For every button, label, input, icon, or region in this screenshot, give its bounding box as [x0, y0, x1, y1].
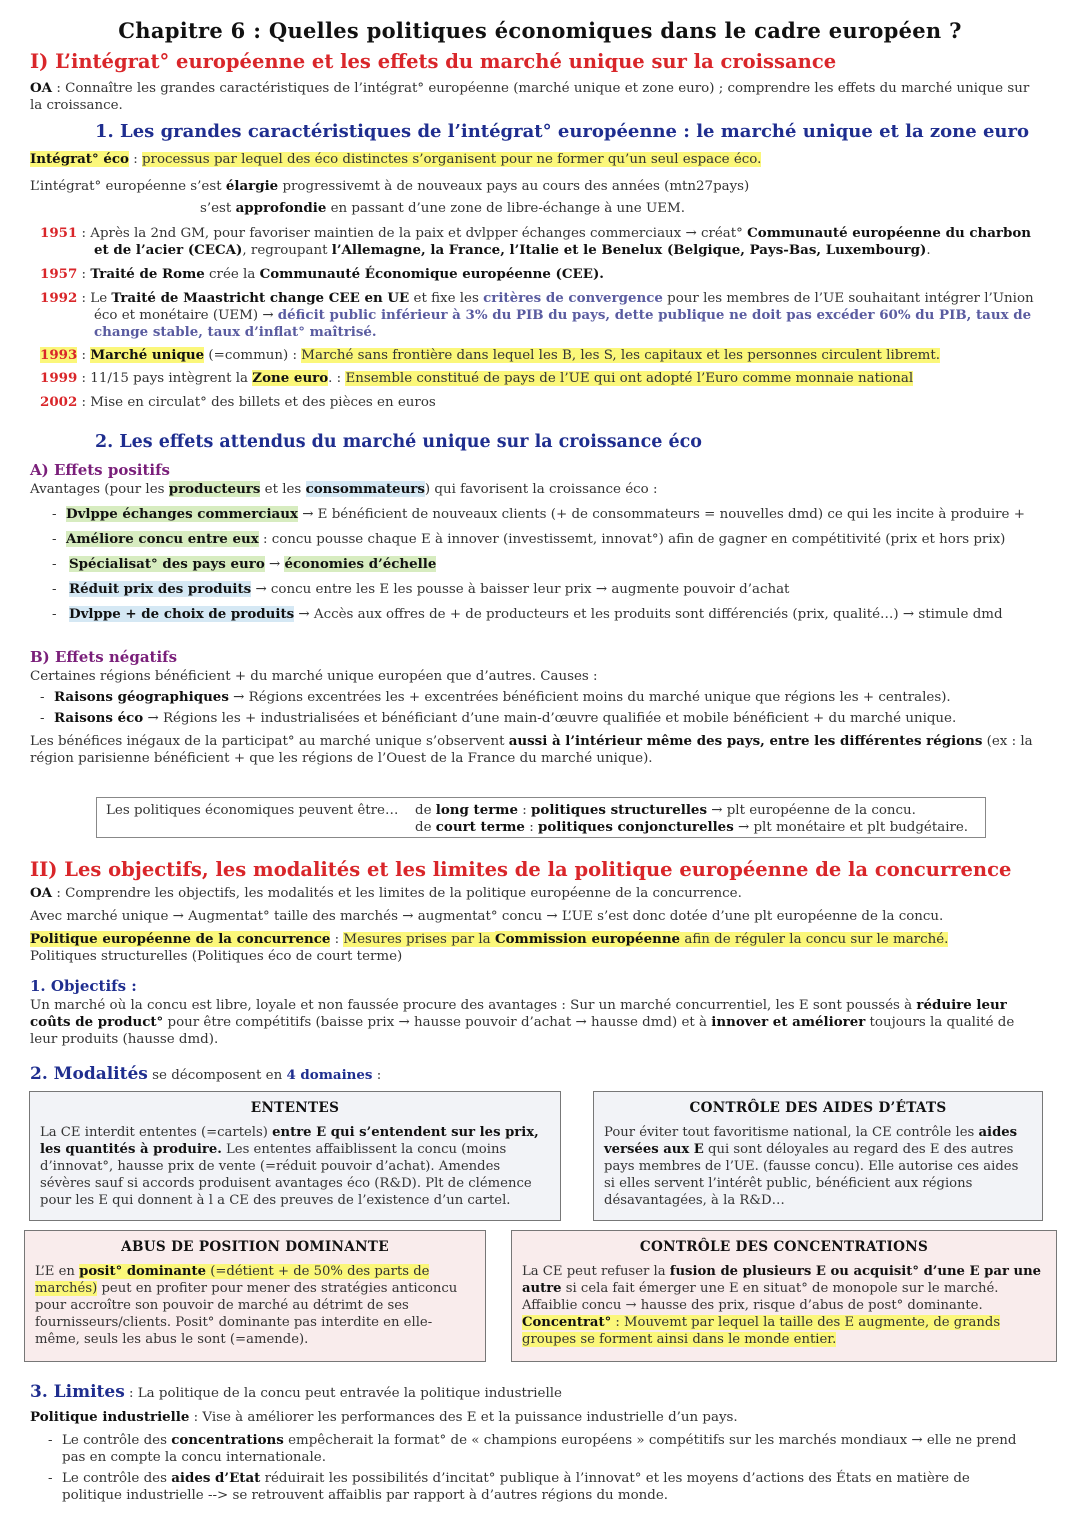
text: toujours la qualité de leur produits (hausse dmd).	[30, 1015, 1015, 1047]
section-2-objective	[30, 885, 742, 902]
keyword: l’Allemagne, la France, l’Italie et le Benelux (Belgique, Pays-Bas, Luxembourg)	[331, 242, 927, 258]
text: progressivemt à de nouveaux pays au cours des années (mtn27pays)	[278, 179, 750, 194]
box-concentrations	[511, 1230, 1057, 1362]
timeline-1951	[40, 225, 1040, 259]
text: si cela fait émerger une E en situat° de monopole sur le marché. Affaiblie concu → hausse des prix, risque d’abus de post° dominante.	[522, 1281, 999, 1313]
text: L’E en	[35, 1264, 80, 1279]
text: : La politique de la concu peut entravée la politique industrielle	[124, 1386, 562, 1401]
text: :	[524, 820, 538, 835]
keyword: économies d’échelle	[284, 556, 437, 572]
list-item	[40, 689, 1050, 706]
text: Le contrôle des	[62, 1433, 172, 1448]
policy-lead: Les politiques économiques peuvent être…	[106, 803, 399, 818]
text: s’est	[200, 201, 236, 216]
keyword: concentrations	[171, 1432, 284, 1448]
text: : Le	[77, 291, 112, 306]
text: de	[415, 803, 436, 818]
year: 1951	[40, 225, 78, 241]
list-item	[52, 556, 1062, 573]
keyword: aides versées aux E	[604, 1125, 1018, 1157]
text: Avantages (pour les	[30, 482, 169, 497]
text: pour être compétitifs (baisse prix → hausse pouvoir d’achat → hausse dmd) et à	[163, 1015, 712, 1030]
keyword: entre E qui s’entendent sur les prix, les quantités à produire.	[40, 1125, 539, 1157]
keyword: élargie	[225, 178, 279, 194]
keyword: Raisons géographiques	[54, 689, 229, 705]
year: 1992	[40, 290, 78, 306]
list-item	[52, 606, 1062, 623]
keyword: 4 domaines	[286, 1067, 373, 1083]
text: . :	[328, 371, 346, 386]
text: Un marché où la concu est libre, loyale et non faussée procure des avantages : Sur un marché concurrentiel, les E sont poussés à	[30, 998, 917, 1013]
positive-effects-list	[52, 506, 1062, 623]
text: La CE interdit ententes (=cartels)	[40, 1125, 273, 1140]
timeline-1992	[40, 290, 1040, 341]
text: Le contrôle des	[62, 1471, 172, 1486]
text: ) qui favorisent la croissance éco :	[424, 482, 658, 497]
keyword: réduire leur coûts de product°	[30, 997, 1007, 1030]
list-item	[52, 581, 1062, 598]
keyword: Dvlppe échanges commerciaux	[66, 506, 298, 522]
box-text	[40, 1124, 550, 1209]
oa-text: : Connaître les grandes caractéristiques de l’intégrat° européenne (marché unique et zone euro) ; comprendre les effets du marché unique sur la croissance.	[30, 81, 1030, 113]
text: crée la	[204, 267, 260, 282]
page-title: Chapitre 6 : Quelles politiques économiques dans le cadre européen ?	[118, 18, 962, 43]
keyword: fusion de plusieurs E ou acquisit° d’une E par une autre	[522, 1264, 1042, 1296]
year: 1957	[40, 266, 78, 282]
modalities-heading: 2. Modalités	[30, 1064, 148, 1084]
box-title: CONTRÔLE DES CONCENTRATIONS	[639, 1239, 929, 1255]
text: réduirait les possibilités d’incitat° publique à l’innovat° et les moyens d’actions des États en matière de politique industrielle --> se retrouvent affaiblis par rapport à d’autres régions du monde.	[62, 1471, 970, 1503]
definition-term: Politique industrielle	[30, 1409, 190, 1425]
keyword: long terme	[435, 802, 518, 818]
keyword: Traité de Rome	[90, 266, 205, 282]
keyword: Marché unique	[90, 347, 205, 363]
text: L’intégrat° européenne s’est	[30, 179, 226, 194]
keyword: politiques conjoncturelles	[537, 819, 734, 835]
oa-label: OA	[30, 80, 53, 96]
keyword: Communauté Économique européenne (CEE).	[259, 266, 604, 282]
box-text	[35, 1263, 475, 1348]
box-title: CONTRÔLE DES AIDES D’ÉTATS	[689, 1100, 947, 1116]
positive-effects-heading: A) Effets positifs	[30, 461, 171, 479]
keyword: approfondie	[235, 200, 327, 216]
positive-effects-intro	[30, 481, 657, 498]
text: Pour éviter tout favoritisme national, la CE contrôle les	[604, 1125, 979, 1140]
keyword: aides d’Etat	[171, 1470, 261, 1486]
policy-types-box	[96, 797, 986, 838]
text: → E bénéficient de nouveaux clients (+ de consommateurs = nouvelles dmd) ce qui les incite à produire +	[297, 507, 1025, 522]
timeline-1957	[40, 266, 604, 283]
modalities-line	[30, 1066, 381, 1084]
inequality-paragraph	[30, 733, 1040, 767]
timeline-1993	[40, 347, 940, 364]
limits-list	[48, 1432, 1018, 1504]
keyword: Communauté européenne du charbon et de l’acier (CECA)	[94, 225, 1031, 258]
text: (ex : la région parisienne bénéficient + que les régions de l’Ouest de la France du marché unique).	[30, 734, 1033, 766]
timeline-2002	[40, 394, 436, 411]
text: en passant d’une zone de libre-échange à une UEM.	[326, 201, 685, 216]
objectives-heading: 1. Objectifs :	[30, 977, 137, 995]
subsection-2-heading: 2. Les effets attendus du marché unique sur la croissance éco	[95, 432, 702, 452]
text: peut en profiter pour mener des stratégies anticoncu pour accroître son pouvoir de marché au détrimt de ses fournisseurs/clients. Posit° dominante pas interdite en elle-même, seuls les abus le sont (=amende).	[35, 1281, 458, 1347]
negative-effects-intro: Certaines régions bénéficient + du marché unique européen que d’autres. Causes :	[30, 669, 598, 684]
text: (=commun) :	[204, 348, 302, 363]
text: Les ententes affaiblissent la concu (moins d’innovat°, hausse prix de vente (=réduit pouvoir d’achat). Amendes sévères sauf si accords produisent avantages éco (R&D). Plt de clémence pour les E qui donnent à l a CE des preuves de l’existence d’un cartel.	[40, 1142, 532, 1208]
text: : concu pousse chaque E à innover (investissemt, innovat°) afin de gagner en compétitivité (prix et hors prix)	[258, 532, 1006, 547]
box-dominant-position	[24, 1230, 486, 1362]
box-text	[604, 1124, 1032, 1209]
text: → plt monétaire et plt budgétaire.	[733, 820, 969, 835]
negative-effects-heading: B) Effets négatifs	[30, 648, 178, 666]
year: 1999	[40, 370, 78, 386]
text: afin de réguler la concu sur le marché.	[680, 932, 949, 947]
definition-text: processus par lequel des éco distinctes s’organisent pour ne former qu’un seul espace éco.	[141, 152, 762, 167]
list-item	[52, 531, 1062, 548]
text: : 11/15 pays intègrent la	[77, 371, 253, 386]
definition-integration: Intégrat° éco : processus par lequel des éco distinctes s’organisent pour ne former qu’un seul espace éco.	[30, 151, 762, 167]
definition: Ensemble constitué de pays de l’UE qui ont adopté l’Euro comme monnaie national	[345, 371, 914, 386]
box-state-aid	[593, 1091, 1043, 1221]
keyword: Commission européenne	[494, 931, 681, 947]
section-1-heading: I) L’intégrat° européenne et les effets du marché unique sur la croissance	[30, 50, 837, 73]
keyword: posit° dominante	[79, 1264, 207, 1279]
section-1-objective	[30, 80, 1040, 114]
text: pour les membres de l’UE souhaitant intégrer l’Union éco et monétaire (UEM) →	[94, 291, 1034, 323]
list-item	[40, 710, 1050, 727]
keyword: producteurs	[168, 481, 261, 497]
text: :	[77, 267, 91, 282]
list-item	[48, 1432, 1018, 1466]
enlargement-line	[30, 178, 749, 195]
section-2-intro: Avec marché unique → Augmentat° taille des marchés → augmentat° concu → L’UE s’est donc dotée d’une plt européenne de la concu.	[30, 909, 944, 924]
subsection-1-heading: 1. Les grandes caractéristiques de l’intégrat° européenne : le marché unique et la zone euro	[95, 121, 1029, 142]
keyword: court terme	[435, 819, 525, 835]
definition-text: : Vise à améliorer les performances des E et la puissance industrielle d’un pays.	[189, 1410, 738, 1425]
text: → concu entre les E les pousse à baisser leur prix → augmente pouvoir d’achat	[251, 582, 790, 597]
keyword: Traité de Maastricht change CEE en UE	[111, 290, 410, 306]
year: 2002	[40, 394, 78, 410]
box-title: ENTENTES	[250, 1100, 340, 1116]
definition-competition-policy	[30, 931, 948, 948]
keyword: Zone euro	[252, 370, 329, 386]
text: , regroupant	[242, 243, 332, 258]
keyword: politiques structurelles	[531, 802, 707, 818]
keyword: consommateurs	[305, 481, 425, 497]
keyword: Raisons éco	[54, 710, 144, 726]
limits-line	[30, 1384, 562, 1402]
keyword: critères de convergence	[483, 290, 663, 306]
text: :	[518, 803, 532, 818]
text: : Mise en circulat° des billets et des pièces en euros	[77, 395, 436, 410]
box-ententes	[29, 1091, 561, 1221]
policy-short-term	[415, 819, 968, 836]
list-item	[48, 1470, 1018, 1504]
timeline-1999	[40, 370, 913, 387]
year: 1993	[40, 347, 78, 363]
text: qui sont déloyales au regard des E des autres pays membres de l’UE. (fausse concu). Elle autorise ces aides si elles servent l’intérêt public, bénéficient aux régions désavantagées, à la R&D…	[604, 1142, 1019, 1208]
text: et les	[260, 482, 306, 497]
text: :	[372, 1068, 382, 1083]
oa-text: : Comprendre les objectifs, les modalités et les limites de la politique européenne de la concurrence.	[52, 886, 742, 901]
text: :	[330, 932, 344, 947]
text: .	[926, 243, 931, 258]
keyword: Réduit prix des produits	[69, 581, 252, 597]
negative-effects-list	[40, 689, 1050, 727]
keyword: Améliore concu entre eux	[66, 531, 259, 547]
keyword: Spécialisat° des pays euro	[69, 556, 265, 572]
definition: Marché sans frontière dans lequel les B, les S, les capitaux et les personnes circulent libremt.	[301, 348, 940, 363]
box-title: ABUS DE POSITION DOMINANTE	[121, 1239, 389, 1255]
text: → Accès aux offres de + de producteurs et les produits sont différenciés (prix, qualité…) → stimule dmd	[294, 607, 1003, 622]
text: empêcherait la format° de « champions européens » compétitifs sur les marchés mondiaux → elle ne prend pas en compte la concu internationale.	[62, 1433, 1017, 1465]
text: → plt européenne de la concu.	[707, 803, 916, 818]
objectives-paragraph	[30, 997, 1040, 1048]
definition-term: Politique européenne de la concurrence	[30, 931, 331, 947]
text: Mesures prises par la	[343, 932, 495, 947]
text: →	[264, 557, 285, 572]
keyword: aussi à l’intérieur même des pays, entre les différentes régions	[508, 733, 983, 749]
text: de	[415, 820, 436, 835]
keyword: Concentrat°	[522, 1315, 612, 1330]
text: → Régions excentrées les + excentrées bénéficient moins du marché unique que régions les + centrales).	[228, 690, 951, 705]
text: (=détient + de 50% des parts de marchés)	[35, 1264, 430, 1296]
text: et fixe les	[409, 291, 484, 306]
criteria: déficit public inférieur à 3% du PIB du pays, dette publique ne doit pas excéder 60% du PIB, taux de change stable, taux d’inflat° maîtrisé.	[94, 307, 1032, 340]
text: : Après la 2nd GM, pour favoriser maintien de la paix et dvlpper échanges commerciaux → créat°	[77, 226, 748, 241]
list-item	[52, 506, 1062, 523]
text: se décomposent en	[147, 1068, 287, 1083]
definition-term: Intégrat° éco	[30, 151, 129, 167]
text: Les bénéfices inégaux de la participat° au marché unique s’observent	[30, 734, 509, 749]
definition: : Mouvemt par lequel la taille des E augmente, de grands groupes se forment ainsi dans le monde entier.	[522, 1315, 1001, 1347]
keyword: innover et améliorer	[711, 1014, 866, 1030]
deepening-line	[200, 200, 685, 217]
text: :	[77, 348, 91, 363]
keyword: Dvlppe + de choix de produits	[69, 606, 295, 622]
section-2-heading: II) Les objectifs, les modalités et les limites de la politique européenne de la concurrence	[30, 858, 1012, 881]
text: → Régions les + industrialisées et bénéficiant d’une main-d’œuvre qualifiée et mobile bénéficient + du marché unique.	[143, 711, 957, 726]
industrial-policy-definition	[30, 1409, 738, 1426]
structural-note: Politiques structurelles (Politiques éco de court terme)	[30, 949, 403, 964]
limits-heading: 3. Limites	[30, 1382, 125, 1402]
text: La CE peut refuser la	[522, 1264, 670, 1279]
policy-long-term	[415, 802, 916, 819]
oa-label: OA	[30, 885, 53, 901]
box-text	[522, 1263, 1046, 1348]
